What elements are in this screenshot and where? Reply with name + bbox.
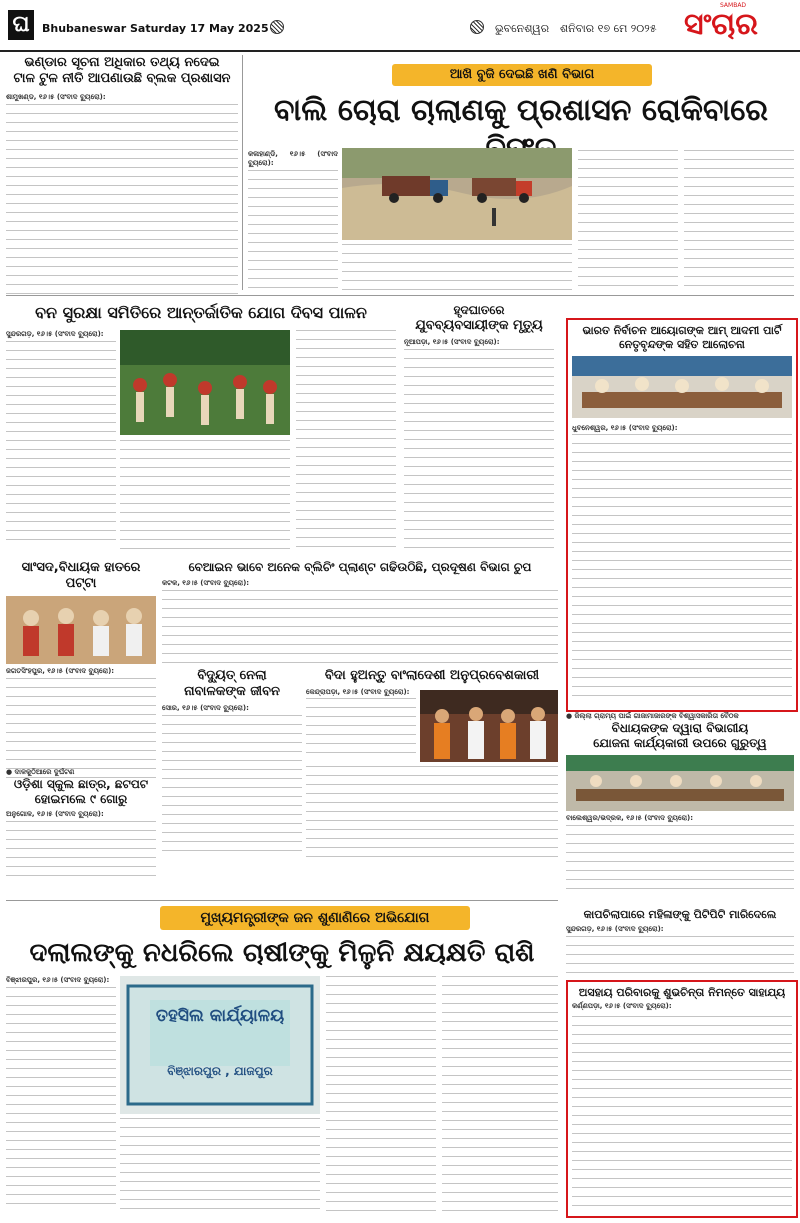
story-dateline: ନୂଆପଡ଼ା, ୧୬।୫ (ସଂବାଦ ବ୍ୟୁରୋ): [404,338,500,346]
story-headline: ଅସହାୟ ପରିବାରକୁ ଶୁଭଚିନ୍ତା ନିମନ୍ତେ ସାହାଯ୍ୟ [578,986,786,999]
story-headline: ହୋଇମଲେ ୯ ଗୋରୁ [34,792,128,806]
sand-truck-photo [342,148,572,240]
story-headline: ବିଦା ହୁଅନ୍ତୁ ବାଂଲାଦେଶୀ ଅନୁପ୍ରବେଶକାରୀ [324,668,540,683]
page-letter: ଘ [8,10,34,40]
edition-date: Saturday 17 May 2025 [130,22,269,35]
story-sand-caption [342,244,572,290]
story-yoga-col1 [6,330,116,550]
story-dateline: କେନ୍ଦ୍ରାପଡ଼ା, ୧୬।୫ (ସଂବାଦ ବ୍ୟୁରୋ): [306,688,410,696]
row-rule [6,900,558,901]
story-sand-col4 [684,150,794,290]
story-election-frame [566,318,798,712]
story-headline: ଭାରତ ନିର୍ବାଚନ ଆୟୋଗଙ୍କ ଆମ୍ ଆଦମୀ ପାର୍ଟି ନେତୃବୃନ୍ଦଙ୍କ ସହିତ ଆଲୋଚନା [582,324,782,351]
story-headline: ଯୁବବ୍ୟବସାୟୀଙ୍କ ମୃତ୍ୟୁ [415,318,543,333]
story-cm-col1 [6,976,116,1216]
edition-city: Bhubaneswar [42,22,127,35]
story-sand-col1 [248,150,338,290]
story-heart [404,303,554,549]
story-headline: ଓଡ଼ିଶା ସ୍କୁଲ ଛାତ୍ର, ଛଟପଟ [13,777,149,791]
story-dateline: କଳାହାଣ୍ଡି, ୧୬।୫ (ସଂବାଦ ବ୍ୟୁରୋ): [248,150,338,167]
story-kicker-box [160,906,470,930]
yoga-event-photo [120,330,290,435]
bangladesh-group-photo [420,690,558,762]
story-headline: ବେଆଇନ ଭାବେ ଅନେକ ବ୍ଲିଚିଂ ପ୍ଲାଣ୍ଟ ଗଢିଉଠିଛି, ପ୍ରଦୂଷଣ ବିଭାଗ ଚୁପ [188,560,532,574]
story-subhead: ● ଦାଳକୁଠିଆରେ ଦୁର୍ଘଟଣ [6,768,156,777]
story-lightning [162,668,302,858]
story-dateline: ସୁନ୍ଦରଗଡ଼, ୧୬।୫ (ସଂବାଦ ବ୍ୟୁରୋ): [6,330,104,338]
story-headline: ଭଣ୍ଡାର ସୂଚନା ଅଧିକାର ତଥ୍ୟ ନଦେଇ [24,55,220,70]
column-rule [242,55,243,290]
story-headline: ଟାଳ ଟୁଳ ନୀତି ଆପଣାଉଛି ବ୍ଲକ ପ୍ରଶାସନ [13,71,231,86]
story-headline: ବିଦ୍ୟୁତ୍ ନେଲା [197,668,267,683]
story-help-frame [566,980,798,1218]
story-headline: ବିଧାୟକଙ୍କ ଦ୍ୱାରା ବିଭାଗୀୟ [611,721,749,735]
story-dateline: ବିଞ୍ଝାରପୁର, ୧୬।୫ (ସଂବାଦ ବ୍ୟୁରୋ): [6,976,110,984]
story-dateline: ସୁନ୍ଦରଗଡ଼, ୧୬।୫ (ସଂବାଦ ବ୍ୟୁରୋ): [566,925,664,933]
story-district [566,712,794,904]
newspaper-logo-sub: SAMBAD [720,2,747,9]
newspaper-logo: ସଂଚାର [684,7,758,42]
edition-city-odia: ଭୁବନେଶ୍ୱର [495,22,550,35]
election-meeting-photo [572,356,792,418]
story-bangladesh [306,668,558,858]
tahasil-sign-text: ତହସିଲ କାର୍ଯ୍ୟାଳୟ [155,1006,285,1026]
story-kapil [566,908,794,976]
tahasil-office-photo [120,976,320,1114]
story-subhead: ● ଜିଲ୍ଲା ଗ୍ରାମ୍ୟ ପାଇଁ ଗାଜାମାଜାରଙ୍କ ବିଶ୍ୱାସକାରିତା ବୈଠକ [566,712,794,721]
story-dateline: ଧୁବନେଶ୍ୱର, ୧୬।୫ (ସଂବାଦ ବ୍ୟୁରୋ): [572,424,678,432]
story-kicker-box [392,64,652,86]
story-kicker: ମୁଖ୍ୟମନ୍ତ୍ରୀଙ୍କ ଜନ ଶୁଣାଣିରେ ଅଭିଯୋଗ [200,910,430,926]
story-kicker: ଆଖି ବୁଜି ଦେଇଛି ଖଣି ବିଭାଗ [449,67,595,82]
tahasil-sign-text: ବିଞ୍ଝାରପୁର , ଯାଜପୁର [167,1064,273,1078]
story-plastic [162,560,558,660]
story-headline: କାପଚିଲାପାରେ ମହିଳାଙ୍କୁ ପିଟିପିଟି ମାରିଦେଲେ [583,908,777,921]
mla-ceremony-photo [6,596,156,664]
story-odisha-school [6,768,156,896]
story-sand-col3 [578,150,678,290]
story-body [6,104,238,294]
story-dateline: ଶାମୁଖଣ୍ଡ, ୧୬।୫ (ସଂବାଦ ବ୍ୟୁରୋ): [6,93,106,101]
row-rule [6,295,794,296]
story-headline: ସାଂସଦ,ବିଧାୟକ ହାତରେ ପଟ୍ଟା [21,560,141,591]
story-headline: ଯୋଜନା କାର୍ଯ୍ୟକାରୀ ଉପରେ ଗୁରୁତ୍ୱ [593,736,767,750]
story-headline-main: ବାଲି ଚୋରା ଚାଲାଣକୁ ପ୍ରଶାସନ ରୋକିବାରେ [273,93,769,128]
page-header [0,0,800,52]
story-dateline: କର୍ଣ୍ଣପଡ଼ା, ୧୬।୫ (ସଂବାଦ ବ୍ୟୁରୋ): [572,1002,672,1010]
story-headline: ବନ ସୁରକ୍ଷା ସମିତିରେ ଆନ୍ତର୍ଜାତିକ ଯୋଗ ଦିବସ ପାଳନ [35,303,367,322]
registration-mark-icon [470,20,484,34]
story-headline-main: ଦଲାଲଙ୍କୁ ନଧରିଲେ ଚାଷୀଙ୍କୁ ମିଳୁନି କ୍ଷୟକ୍ଷତି ରାଶି [29,938,535,968]
story-rti [6,55,238,290]
story-dateline: ବାଲେଶ୍ୱର/ଭଦ୍ରକ, ୧୬।୫ (ସଂବାଦ ବ୍ୟୁରୋ): [566,814,694,822]
edition-date-odia: ଶନିବାର ୧୭ ମେ ୨୦୨୫ [560,22,657,35]
story-mla [6,560,156,760]
story-dateline: ଅନୁଗୋଳ, ୧୬।୫ (ସଂବାଦ ବ୍ୟୁରୋ): [6,810,104,818]
story-dateline: ସୋର, ୧୬।୫ (ସଂବାଦ ବ୍ୟୁରୋ): [162,704,249,712]
district-meeting-photo [566,755,794,811]
story-headline: ହୃଦଘାତରେ [453,303,505,317]
story-headline: ନାବାଳକଙ୍କ ଜୀବନ [184,684,280,699]
story-dateline: ଜଗତସିଂହପୁର, ୧୬।୫ (ସଂବାଦ ବ୍ୟୁରୋ): [6,667,115,675]
registration-mark-icon [270,20,284,34]
story-dateline: କଟକ, ୧୬।୫ (ସଂବାଦ ବ୍ୟୁରୋ): [162,579,250,587]
